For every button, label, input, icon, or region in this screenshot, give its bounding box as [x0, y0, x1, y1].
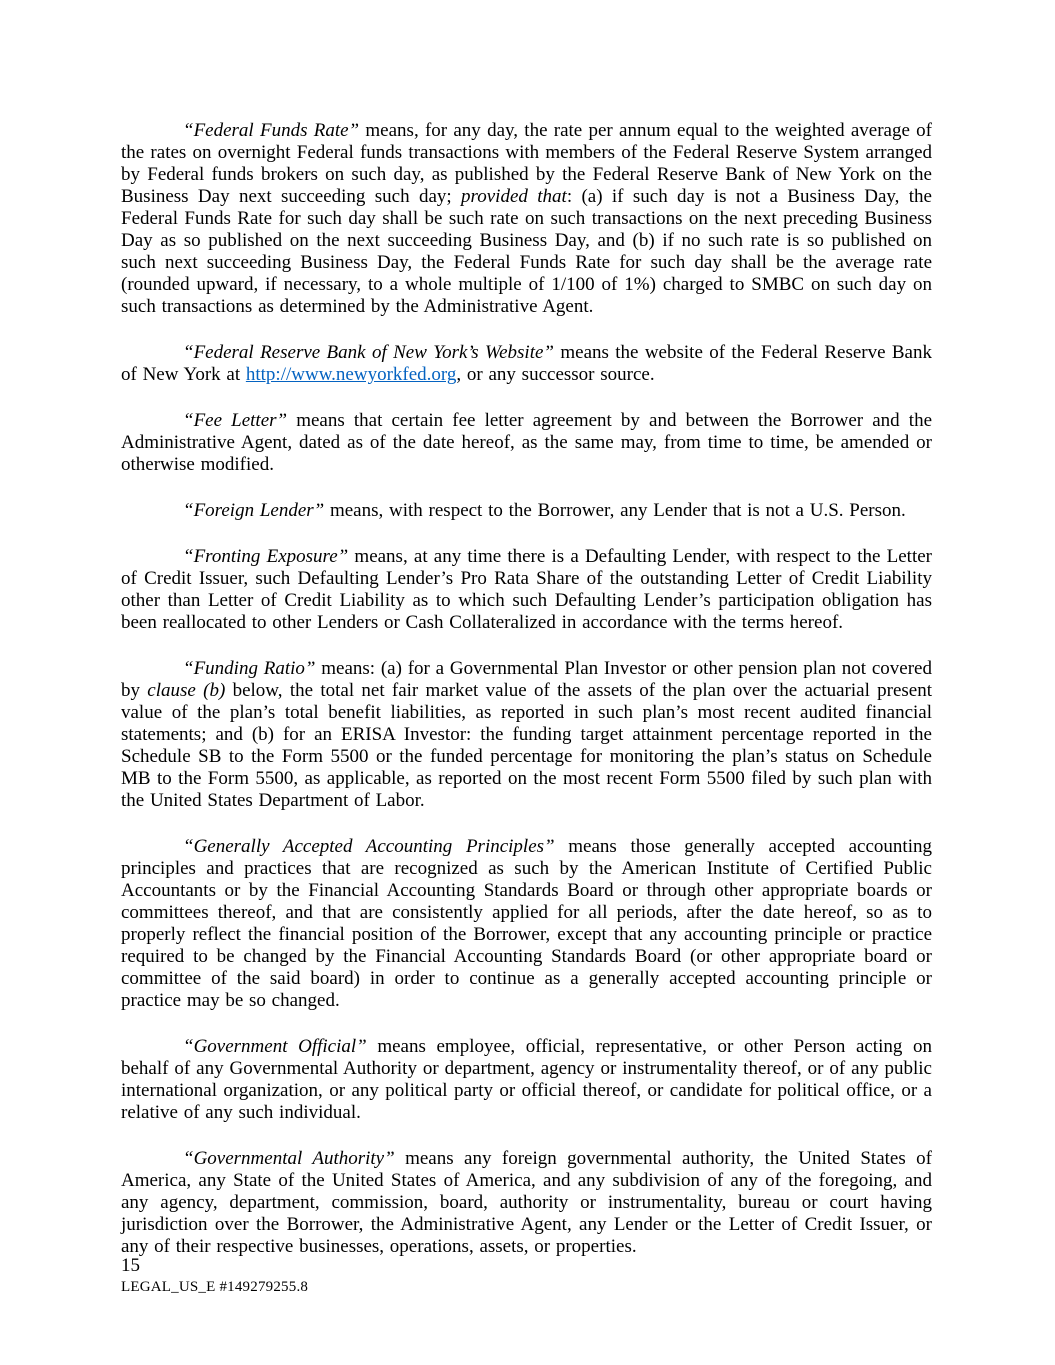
defined-term: “Governmental Authority” [183, 1148, 395, 1169]
body-text: means, at any time there is a Defaulting Lender, with respect to the Letter of Credit Issuer, such Defaulting Lender’s Pro Rata Share of the outstanding Letter of Credit Liability other than Letter of Credit Liability as to which such Defaulting Lender’s participation obligation has been reallocated to other Lenders or Cash Collateralized in accordance with the terms hereof. [121, 546, 933, 633]
definition-paragraph [121, 120, 932, 318]
definitions-text [121, 120, 932, 1282]
body-text: , or any successor source. [456, 364, 655, 385]
definition-paragraph [121, 1148, 932, 1258]
defined-term: “Foreign Lender” [183, 500, 325, 521]
defined-term: “Funding Ratio” [183, 658, 316, 679]
defined-term: “Generally Accepted Accounting Principles” [183, 836, 555, 857]
definition-paragraph [121, 658, 932, 812]
page-number: 15 [121, 1255, 140, 1276]
definition-paragraph [121, 342, 932, 386]
document-id: LEGAL_US_E #149279255.8 [121, 1279, 309, 1295]
definition-paragraph [121, 1036, 932, 1124]
page-footer [121, 1254, 308, 1296]
defined-term: “Fee Letter” [183, 410, 288, 431]
definition-paragraph [121, 410, 932, 476]
body-text: provided that [461, 186, 567, 207]
definition-paragraph [121, 836, 932, 1012]
body-text: below, the total net fair market value of the assets of the plan over the actuarial present value of the plan’s total benefit liabilities, as reported in such plan’s most recent audited financial statements; and (b) for an ERISA Investor: the funding target attainment percentage reported in the Schedule SB to the Form 5500 or the funded percentage for monitoring the plan’s status on Schedule MB to the Form 5500, as applicable, as reported on the most recent Form 5500 filed by such plan with the United States Department of Labor. [121, 680, 933, 811]
body-text: means: (a) for a Governmental Plan Investor or other pension plan not covered by [121, 658, 932, 701]
body-text: means employee, official, representative, or other Person acting on behalf of any Governmental Authority or department, agency or instrumentality thereof, or of any public international organization, or any political party or official thereof, or candidate for political office, or a relative of any such individual. [121, 1036, 932, 1123]
body-text: means the website of the Federal Reserve Bank of New York at [121, 342, 932, 385]
definition-paragraph [121, 500, 932, 522]
newyorkfed-link[interactable]: http://www.newyorkfed.org [245, 364, 457, 385]
body-text: clause (b) [147, 680, 226, 701]
definition-paragraph [121, 546, 932, 634]
defined-term: “Federal Funds Rate” [183, 120, 360, 141]
body-text: means, with respect to the Borrower, any Lender that is not a U.S. Person. [324, 500, 906, 521]
body-text: : (a) if such day is not a Business Day, the Federal Funds Rate for such day shall be such rate on such transactions on the next preceding Business Day as so published on the next succeeding Business Day, and (b) if no such rate is so published on such next succeeding Business Day, the Federal Funds Rate for such day shall be the average rate (rounded upward, if necessary, to a whole multiple of 1/100 of 1%) charged to SMBC on such day on such transactions as determined by the Administrative Agent. [121, 186, 932, 317]
body-text: means that certain fee letter agreement by and between the Borrower and the Administrative Agent, dated as of the date hereof, as the same may, from time to time, be amended or otherwise modified. [121, 410, 932, 475]
body-text: means those generally accepted accounting principles and practices that are recognized as such by the American Institute of Certified Public Accountants or by the Financial Accounting Standards Board or through other appropriate boards or committees thereof, and that are consistently applied for all periods, after the date hereof, so as to properly reflect the financial position of the Borrower, except that any accounting principle or practice required to be changed by the Financial Accounting Standards Board (or other appropriate board or committee of the said board) in order to continue as a generally accepted accounting principle or practice may be so changed. [121, 836, 932, 1011]
defined-term: “Fronting Exposure” [183, 546, 349, 567]
defined-term: “Federal Reserve Bank of New York’s Website” [183, 342, 554, 363]
body-text: means any foreign governmental authority, the United States of America, any State of the United States of America, and any subdivision of any of the foregoing, and any agency, department, commission, board, authority or instrumentality, bureau or court having jurisdiction over the Borrower, the Administrative Agent, any Lender or the Letter of Credit Issuer, or any of their respective businesses, operations, assets, or properties. [121, 1148, 932, 1257]
defined-term: “Government Official” [183, 1036, 367, 1057]
body-text: means, for any day, the rate per annum equal to the weighted average of the rates on overnight Federal funds transactions with members of the Federal Reserve System arranged by Federal funds brokers on such day, as published by the Federal Reserve Bank of New York on the Business Day next succeeding such day; [121, 120, 932, 207]
